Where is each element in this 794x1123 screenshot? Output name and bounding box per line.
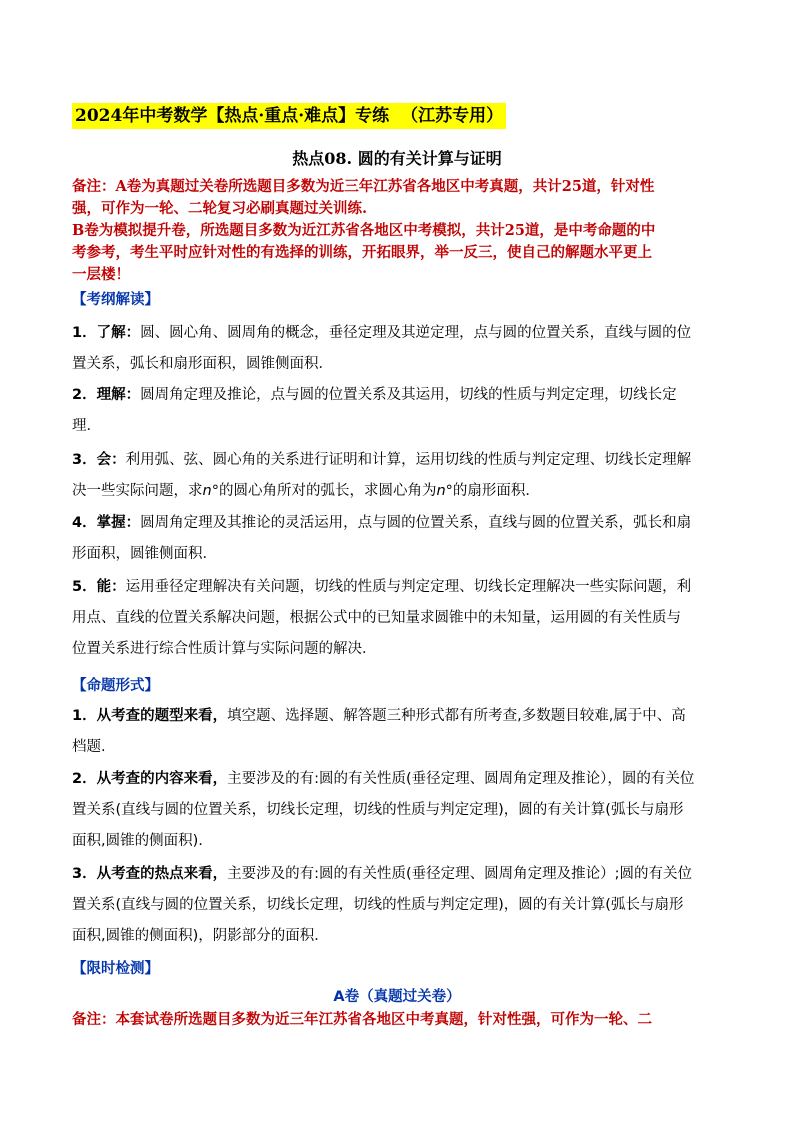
note-line: 强，可作为一轮、二轮复习必刷真题过关训练.	[72, 200, 368, 217]
item-lead: 3．从考查的热点来看，	[72, 866, 228, 882]
note-line: 一层楼！	[72, 266, 130, 283]
item-text: 圆周角定理及推论，点与圆的位置关系及其运用，切线的性质与判定定理，切线长定	[140, 387, 677, 403]
syllabus-item	[72, 449, 724, 502]
item-lead: 5．能：	[72, 579, 126, 595]
item-text: 置关系(直线与圆的位置关系，切线长定理，切线的性质与判定定理)，圆的有关计算(弧长与扇形	[72, 897, 684, 913]
volume-note	[72, 1009, 724, 1031]
item-text: 填空题、选择题、解答题三种形式都有所考查,多数题目较难,属于中、高	[227, 708, 686, 724]
forms-item	[72, 768, 724, 852]
note-line: 备注：本套试卷所选题目多数为近三年江苏省各地区中考真题，针对性强，可作为一轮、二	[72, 1011, 652, 1028]
item-text: 置关系(直线与圆的位置关系，切线长定理，切线的性质与判定定理)，圆的有关计算(弧长与扇形	[72, 802, 684, 818]
note-line: 备注：A卷为真题过关卷所选题目多数为近三年江苏省各地区中考真题，共计25道，针对性	[72, 178, 655, 195]
item-text: 理．	[72, 418, 101, 434]
title-main: 年中考数学【热点·重点·难点】专练	[122, 106, 390, 126]
item-text: 主要涉及的有:圆的有关性质(垂径定理、圆周角定理及推论）;圆的有关位	[227, 866, 693, 882]
item-lead: 4．掌握：	[72, 515, 141, 531]
item-text: 面积,圆锥的侧面积).	[72, 833, 203, 849]
note-line: 考参考，考生平时应针对性的有选择的训练，开拓眼界，举一反三，使自己的解题水平更上	[72, 244, 652, 261]
item-text: °的扇形面积．	[445, 483, 540, 499]
syllabus-heading: 【考纲解读】	[72, 292, 159, 308]
item-lead: 2．理解：	[72, 387, 141, 403]
title-region: （江苏专用）	[401, 106, 504, 126]
item-text: 决一些实际问题，求	[72, 483, 203, 499]
document-title	[72, 103, 506, 129]
note-line: B卷为模拟提升卷，所选题目多数为近江苏省各地区中考模拟，共计25道，是中考命题的中	[72, 222, 656, 239]
item-lead: 3．会：	[72, 452, 126, 468]
item-text: 形面积，圆锥侧面积．	[72, 546, 217, 562]
forms-item	[72, 863, 724, 947]
document-subtitle: 热点08. 圆的有关计算与证明	[292, 149, 502, 168]
forms-heading: 【命题形式】	[72, 678, 159, 694]
forms-item	[72, 705, 724, 758]
test-heading: 【限时检测】	[72, 961, 159, 977]
top-note	[72, 176, 724, 286]
item-text: 运用垂径定理解决有关问题，切线的性质与判定定理、切线长定理解决一些实际问题，利	[125, 579, 692, 595]
syllabus-item	[72, 384, 724, 437]
item-text: 利用弧、弦、圆心角的关系进行证明和计算，运用切线的性质与判定定理、切线长定理解	[125, 452, 692, 468]
variable-n: n	[202, 483, 212, 499]
syllabus-item	[72, 512, 724, 565]
item-text: 档题.	[72, 739, 106, 755]
item-text: 置关系，弧长和扇形面积，圆锥侧面积．	[72, 356, 333, 372]
item-text: 圆周角定理及其推论的灵活运用，点与圆的位置关系，直线与圆的位置关系，弧长和扇	[140, 515, 692, 531]
item-lead: 1．从考查的题型来看，	[72, 708, 228, 724]
item-text: 面积,圆锥的侧面积)，阴影部分的面积．	[72, 928, 329, 944]
syllabus-item	[72, 322, 724, 375]
variable-n: n	[436, 483, 446, 499]
item-text: 圆、圆心角、圆周角的概念，垂径定理及其逆定理，点与圆的位置关系，直线与圆的位	[140, 325, 692, 341]
item-lead: 2．从考查的内容来看，	[72, 771, 228, 787]
title-year: 2024	[75, 106, 123, 126]
item-text: °的圆心角所对的弧长，求圆心角为	[211, 483, 437, 499]
item-lead: 1．了解：	[72, 325, 141, 341]
item-text: 用点、直线的位置关系解决问题，根据公式中的已知量求圆锥中的未知量，运用圆的有关性质与	[72, 610, 681, 626]
volume-title: A卷（真题过关卷）	[333, 989, 461, 1005]
item-text: 位置关系进行综合性质计算与实际问题的解决．	[72, 641, 377, 657]
syllabus-item	[72, 576, 724, 660]
item-text: 主要涉及的有:圆的有关性质(垂径定理、圆周角定理及推论），圆的有关位	[227, 771, 695, 787]
